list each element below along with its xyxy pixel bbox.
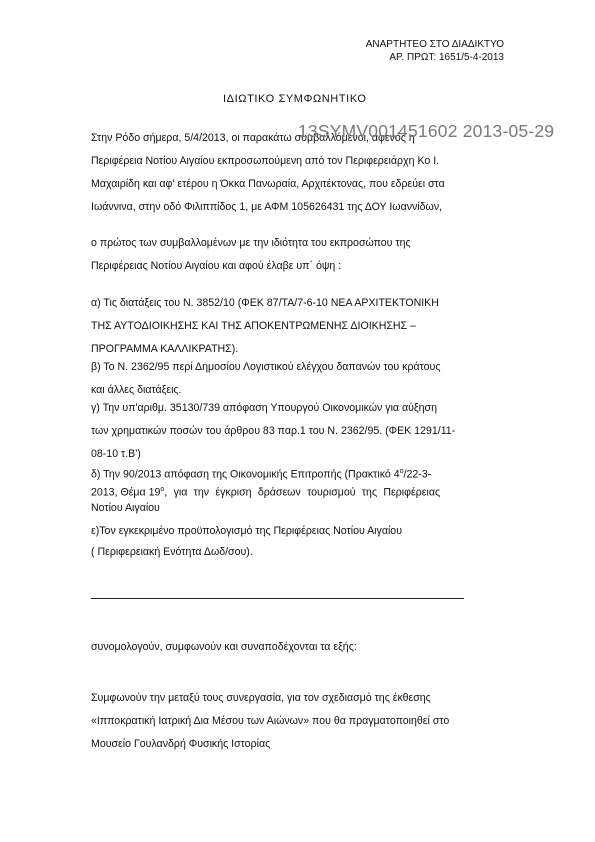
intro-line-2: Περιφέρεια Νοτίου Αιγαίου εκπροσωπούμενη από τον Περιφερειάρχη Κο Ι. xyxy=(91,155,440,167)
closing-line-3: Μουσείο Γουλανδρή Φυσικής Ιστορίας xyxy=(91,738,271,750)
protocol-number: ΑΡ. ΠΡΩΤ: 1651/5-4-2013 xyxy=(389,52,504,63)
consideration-b-line-1: β) Το Ν. 2362/95 περί Δημοσίου Λογιστικού ελέγχου δαπανών του κράτους xyxy=(91,361,441,373)
consideration-a-line-3: ΠΡΟΓΡΑΜΜΑ ΚΑΛΛΙΚΡΑΤΗΣ). xyxy=(91,343,239,355)
posted-online-note: ΑΝΑΡΤΗΤΕΟ ΣΤΟ ΔΙΑΔΙΚΤΥΟ xyxy=(365,39,504,50)
consideration-d-line-2 xyxy=(91,483,440,500)
closing-line-1: Συμφωνούν την μεταξύ τους συνεργασία, για τον σχεδιασμό της έκθεσης xyxy=(91,692,431,704)
consideration-d-line-3: Νοτίου Αιγαίου xyxy=(91,502,160,514)
consideration-c-line-1: γ) Την υπ'αριθμ. 35130/739 απόφαση Υπουργού Οικονομικών για αύξηση xyxy=(91,402,437,414)
consideration-a-line-1: α) Τις διατάξεις του Ν. 3852/10 (ΦΕΚ 87/ΤΑ/7-6-10 ΝΕΑ ΑΡΧΙΤΕΚΤΟΝΙΚΗ xyxy=(91,297,439,309)
consideration-d-text-1: δ) Την 90/2013 απόφαση της Οικονομικής Επιτροπής (Πρακτικό 4 xyxy=(91,468,400,481)
document-title: ΙΔΙΩΤΙΚΟ ΣΥΜΦΩΝΗΤΙΚΟ xyxy=(223,93,367,105)
separator-line xyxy=(91,598,464,599)
consideration-d-text-2: 2013, Θέμα 19 xyxy=(91,486,161,499)
consideration-d-text-3: , για την έγκριση δράσεων τουρισμού της Περιφέρειας xyxy=(164,486,441,499)
consideration-c-line-3: 08-10 τ.Β') xyxy=(91,448,141,460)
consideration-d-line-1 xyxy=(91,465,431,482)
agreement-statement: συνομολογούν, συμφωνούν και συναποδέχονται τα εξής: xyxy=(91,641,357,653)
consideration-a-line-2: ΤΗΣ ΑΥΤΟΔΙΟΙΚΗΣΗΣ ΚΑΙ ΤΗΣ ΑΠΟΚΕΝΤΡΩΜΕΝΗΣ ΔΙΟΙΚΗΣΗΣ – xyxy=(91,320,416,332)
consideration-e-line-1: ε)Τον εγκεκριμένο προϋπολογισμό της Περιφέρειας Νοτίου Αιγαίου xyxy=(91,525,402,537)
consideration-c-line-2: των χρηματικών ποσών του άρθρου 83 παρ.1 του Ν. 2362/95. (ΦΕΚ 1291/11- xyxy=(91,425,456,437)
closing-line-2: «Ιπποκρατική Ιατρική Δια Μέσου των Αιώνων» που θα πραγματοποιηθεί στο xyxy=(91,715,450,727)
intro-line-1: Στην Ρόδο σήμερα, 5/4/2013, οι παρακάτω συμβαλλόμενοι, αφενός η xyxy=(91,132,415,144)
first-party-line-2: Περιφέρειας Νοτίου Αιγαίου και αφού έλαβε υπ΄ όψη : xyxy=(91,260,342,272)
registry-stamp: 13SYMV001451602 2013-05-29 xyxy=(298,121,555,141)
intro-line-3: Μαχαιρίδη και αφ' ετέρου η Όκκα Πανωραία, Αρχιτέκτονας, που εδρεύει στα xyxy=(91,178,445,190)
consideration-b-line-2: και άλλες διατάξεις. xyxy=(91,384,182,396)
first-party-line-1: ο πρώτος των συμβαλλομένων με την ιδιότητα του εκπροσώπου της xyxy=(91,237,411,249)
practice-superscript: ο xyxy=(399,468,404,475)
practice-date: /22-3- xyxy=(403,468,432,481)
intro-line-4: Ιωάννινα, στην οδό Φιλιππίδος 1, με ΑΦΜ 105626431 της ΔΟΥ Ιωαννίδων, xyxy=(91,201,443,213)
topic-superscript: ο xyxy=(160,486,165,493)
consideration-e-line-2: ( Περιφερειακή Ενότητα Δωδ/σου). xyxy=(91,546,253,558)
